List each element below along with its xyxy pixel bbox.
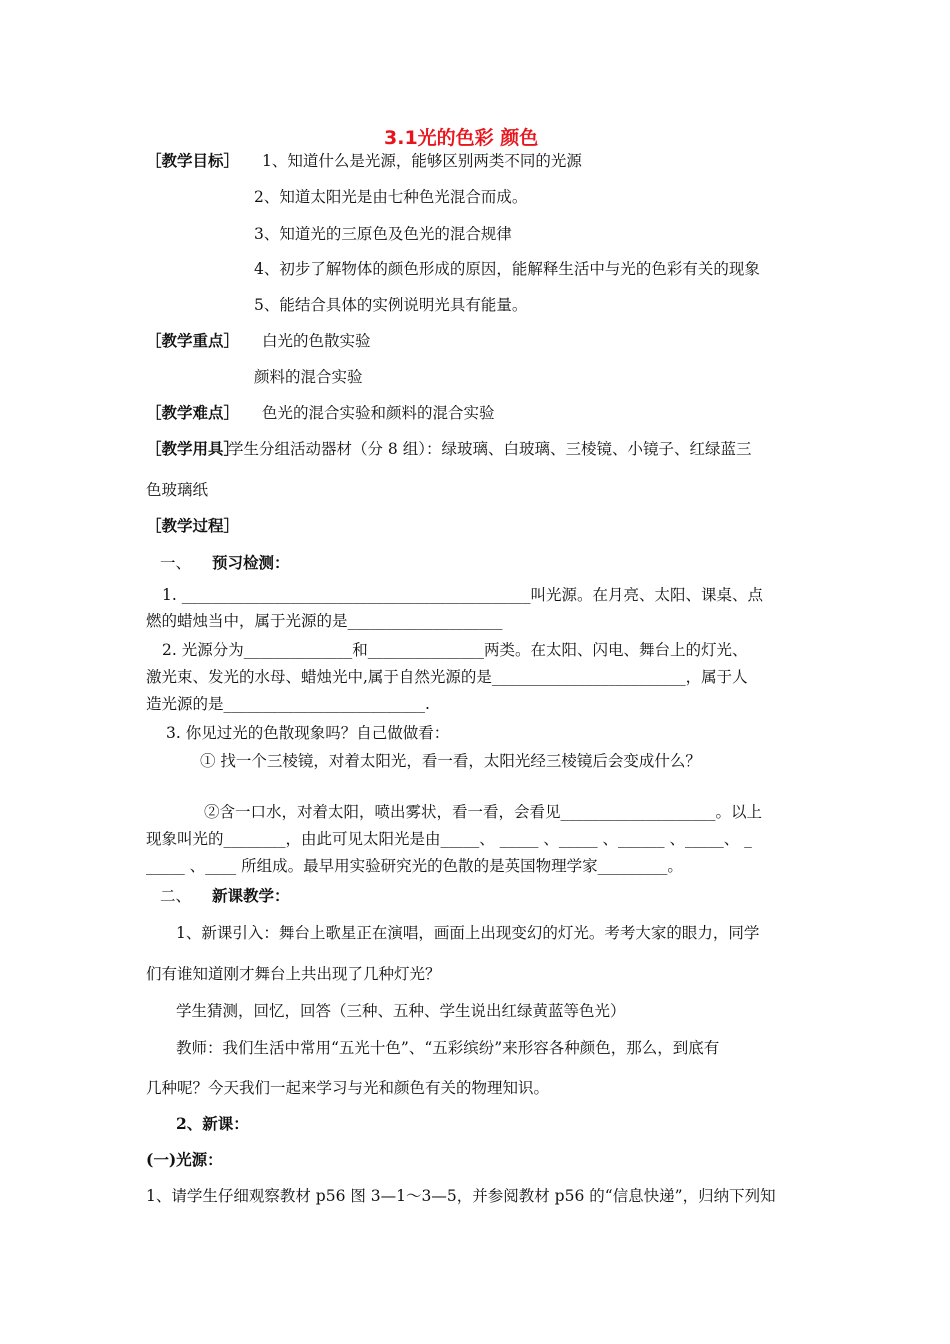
objectives-label: ［教学目标］ bbox=[146, 151, 240, 170]
lesson-line: 1、请学生仔细观察教材 p56 图 3—1～3—5，并参阅教材 p56 的“信息快递”，归纳下列知 bbox=[146, 1187, 776, 1205]
tools-label: ［教学用具］ bbox=[146, 439, 240, 458]
objective-item: 1、知道什么是光源，能够区别两类不同的光源 bbox=[262, 152, 582, 170]
key-point-item: 白光的色散实验 bbox=[262, 332, 371, 350]
exercise-line: 2. 光源分为______________和_______________两类。在太阳、闪电、舞台上的灯光、 bbox=[162, 641, 748, 659]
section1-number: 一、 bbox=[160, 554, 192, 572]
tools-text: 学生分组活动器材（分 8 组）：绿玻璃、白玻璃、三棱镜、小镜子、红绿蓝三 bbox=[228, 440, 752, 458]
page-title: 3.1光的色彩 颜色 bbox=[384, 127, 539, 149]
lesson-line: 教师：我们生活中常用“五光十色”、“五彩缤纷”来形容各种颜色，那么，到底有 bbox=[176, 1039, 720, 1057]
objective-item: 5、能结合具体的实例说明光具有能量。 bbox=[254, 296, 528, 314]
objective-item: 3、知道光的三原色及色光的混合规律 bbox=[254, 225, 512, 243]
process-label: ［教学过程］ bbox=[146, 516, 240, 535]
light-source-heading: (一)光源： bbox=[146, 1150, 223, 1169]
section2-heading: 新课教学： bbox=[212, 886, 290, 905]
lesson-line: 学生猜测，回忆，回答（三种、五种、学生说出红绿黄蓝等色光） bbox=[176, 1002, 626, 1020]
lesson-line: 们有谁知道刚才舞台上共出现了几种灯光？ bbox=[146, 965, 441, 983]
key-points-label: ［教学重点］ bbox=[146, 331, 240, 350]
difficulties-text: 色光的混合实验和颜料的混合实验 bbox=[262, 404, 495, 422]
exercise-line: 燃的蜡烛当中，属于光源的是____________________ bbox=[146, 612, 503, 630]
exercise-line: ① 找一个三棱镜，对着太阳光，看一看，太阳光经三棱镜后会变成什么？ bbox=[200, 752, 701, 770]
exercise-line: 现象叫光的________，由此可见太阳光是由_____、 _____ 、_____ 、______ 、_____、 _ bbox=[146, 830, 752, 848]
key-point-item: 颜料的混合实验 bbox=[254, 368, 363, 386]
difficulties-label: ［教学难点］ bbox=[146, 403, 240, 422]
lesson-line: 1、新课引入：舞台上歌星正在演唱，画面上出现变幻的灯光。考考大家的眼力，同学 bbox=[176, 924, 760, 942]
tools-text-cont: 色玻璃纸 bbox=[146, 481, 209, 499]
exercise-line: 1. _____________________________________________叫光源。在月亮、太阳、课桌、点 bbox=[162, 586, 763, 604]
exercise-line: 造光源的是__________________________. bbox=[146, 695, 430, 713]
exercise-line: _____ 、____ 所组成。最早用实验研究光的色散的是英国物理学家_________。 bbox=[146, 857, 683, 875]
lesson-line: 几种呢？今天我们一起来学习与光和颜色有关的物理知识。 bbox=[146, 1079, 550, 1097]
new-lesson-label: 2、新课： bbox=[176, 1114, 249, 1133]
exercise-line: 3. 你见过光的色散现象吗？自己做做看： bbox=[166, 724, 450, 742]
exercise-line: 激光束、发光的水母、蜡烛光中,属于自然光源的是_________________________，属于人 bbox=[146, 668, 748, 686]
objective-item: 4、初步了解物体的颜色形成的原因，能解释生活中与光的色彩有关的现象 bbox=[254, 260, 760, 278]
section1-heading: 预习检测： bbox=[212, 553, 290, 572]
exercise-line: ②含一口水，对着太阳，喷出雾状，看一看，会看见____________________。以上 bbox=[204, 803, 763, 821]
objective-item: 2、知道太阳光是由七种色光混合而成。 bbox=[254, 188, 528, 206]
section2-number: 二、 bbox=[160, 887, 192, 905]
